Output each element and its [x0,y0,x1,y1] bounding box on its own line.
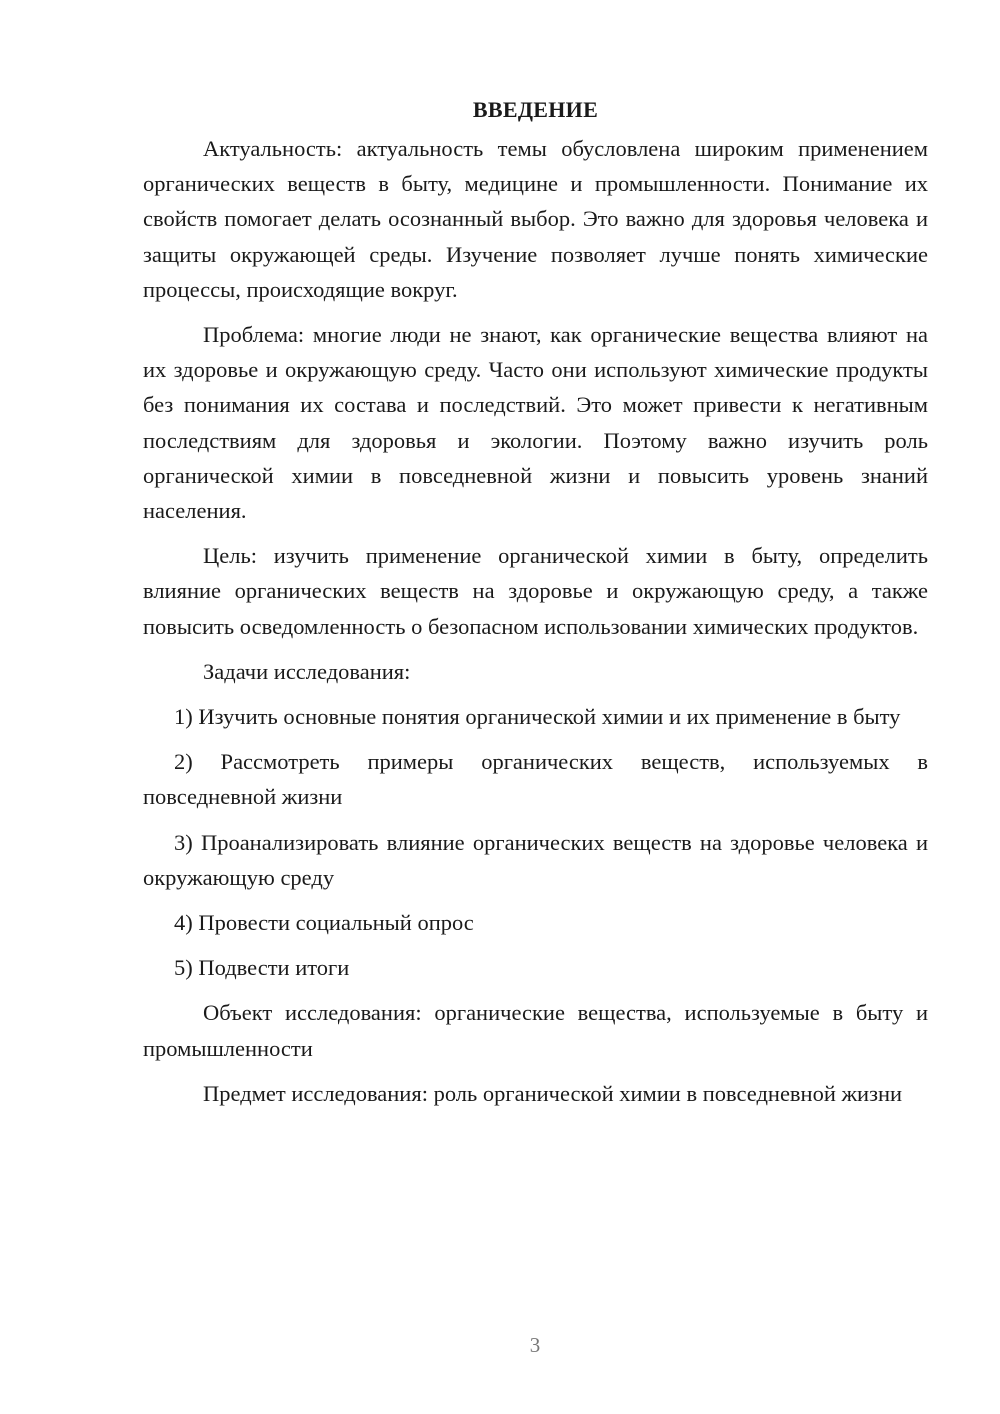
task-item-4: 4) Провести социальный опрос [174,910,474,936]
task-item-5: 5) Подвести итоги [174,955,350,981]
problem-paragraph: Проблема: многие люди не знают, как органические вещества влияют на их здоровье и окружающую среду. Часто они используют химические продукты без понимания их состава и последствий. Это может привести к негативным последствиям для здоровья и экологии. Поэтому важно изучить роль органической химии в повседневной жизни и повысить уровень знаний населения. [143,322,928,524]
subject-paragraph: Предмет исследования: роль органической химии в повседневной жизни [203,1080,903,1106]
document-page [143,92,928,1121]
task-item-1: 1) Изучить основные понятия органической химии и их применение в быту [174,704,901,730]
page-number: 3 [529,1333,541,1357]
task-item-2: 2) Рассмотреть примеры органических веществ, используемых в повседневной жизни [143,749,928,810]
relevance-paragraph: Актуальность: актуальность темы обусловлена широким применением органических веществ в быту, медицине и промышленности. Понимание их свойств помогает делать осознанный выбор. Это важно для здоровья человека и защиты окружающей среды. Изучение позволяет лучше понять химические процессы, происходящие вокруг. [143,136,928,302]
tasks-heading: Задачи исследования: [203,658,411,684]
goal-paragraph: Цель: изучить применение органической химии в быту, определить влияние органических веществ на здоровье и окружающую среду, а также повысить осведомленность о безопасном использовании химических продуктов. [143,543,928,639]
page-title: ВВЕДЕНИЕ [472,97,599,122]
object-paragraph: Объект исследования: органические вещества, используемые в быту и промышленности [143,1000,928,1061]
task-item-3: 3) Проанализировать влияние органических веществ на здоровье человека и окружающую среду [143,829,928,890]
